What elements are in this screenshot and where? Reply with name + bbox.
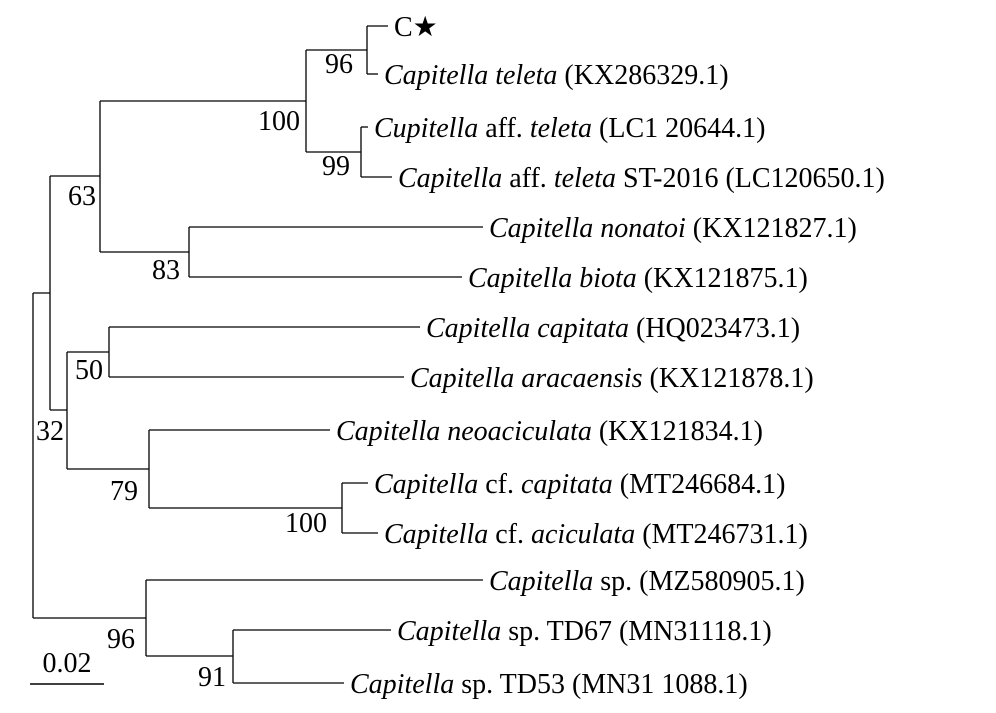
leaf-label-td67: Capitella sp. TD67 (MN31118.1) [397,616,772,647]
scale-bar [30,648,104,684]
leaf-label-cfcapitata: Capitella cf. capitata (MT246684.1) [374,469,786,500]
bootstrap-teleta-clade: 100 [258,106,300,137]
leaf-label-aff2: Capitella aff. teleta ST-2016 (LC120650.1) [398,163,885,194]
bootstrap-mid: 32 [36,416,64,447]
leaf-label-td53: Capitella sp. TD53 (MN31 1088.1) [350,669,748,700]
leaf-label-sp1: Capitella sp. (MZ580905.1) [489,566,805,597]
bootstrap-td: 91 [198,662,226,693]
bootstrap-aff: 99 [322,151,350,182]
bootstrap-capitata-aracaensis: 50 [75,355,103,386]
bootstrap-C-teleta: 96 [325,49,353,80]
leaf-label-cfaciculata: Capitella cf. aciculata (MT246731.1) [384,519,808,550]
leaf-label-aff1: Cupitella aff. teleta (LC1 20644.1) [374,113,766,144]
tree-labels [36,12,885,700]
bootstrap-nonatoi-biota: 83 [152,255,180,286]
leaf-label-aracaensis: Capitella aracaensis (KX121878.1) [410,363,814,394]
leaf-label-C: C★ [394,12,438,43]
bootstrap-upper: 63 [68,181,96,212]
leaf-label-biota: Capitella biota (KX121875.1) [468,263,808,294]
leaf-label-capitata: Capitella capitata (HQ023473.1) [426,313,801,344]
leaf-label-teleta: Capitella teleta (KX286329.1) [384,60,729,91]
scale-bar-label: 0.02 [42,648,92,679]
leaf-label-neoaciculata: Capitella neoaciculata (KX121834.1) [336,416,763,447]
bootstrap-neo-group: 79 [110,476,138,507]
bootstrap-cf: 100 [285,508,327,539]
bootstrap-sp-group: 96 [107,624,135,655]
leaf-label-nonatoi: Capitella nonatoi (KX121827.1) [489,213,857,244]
